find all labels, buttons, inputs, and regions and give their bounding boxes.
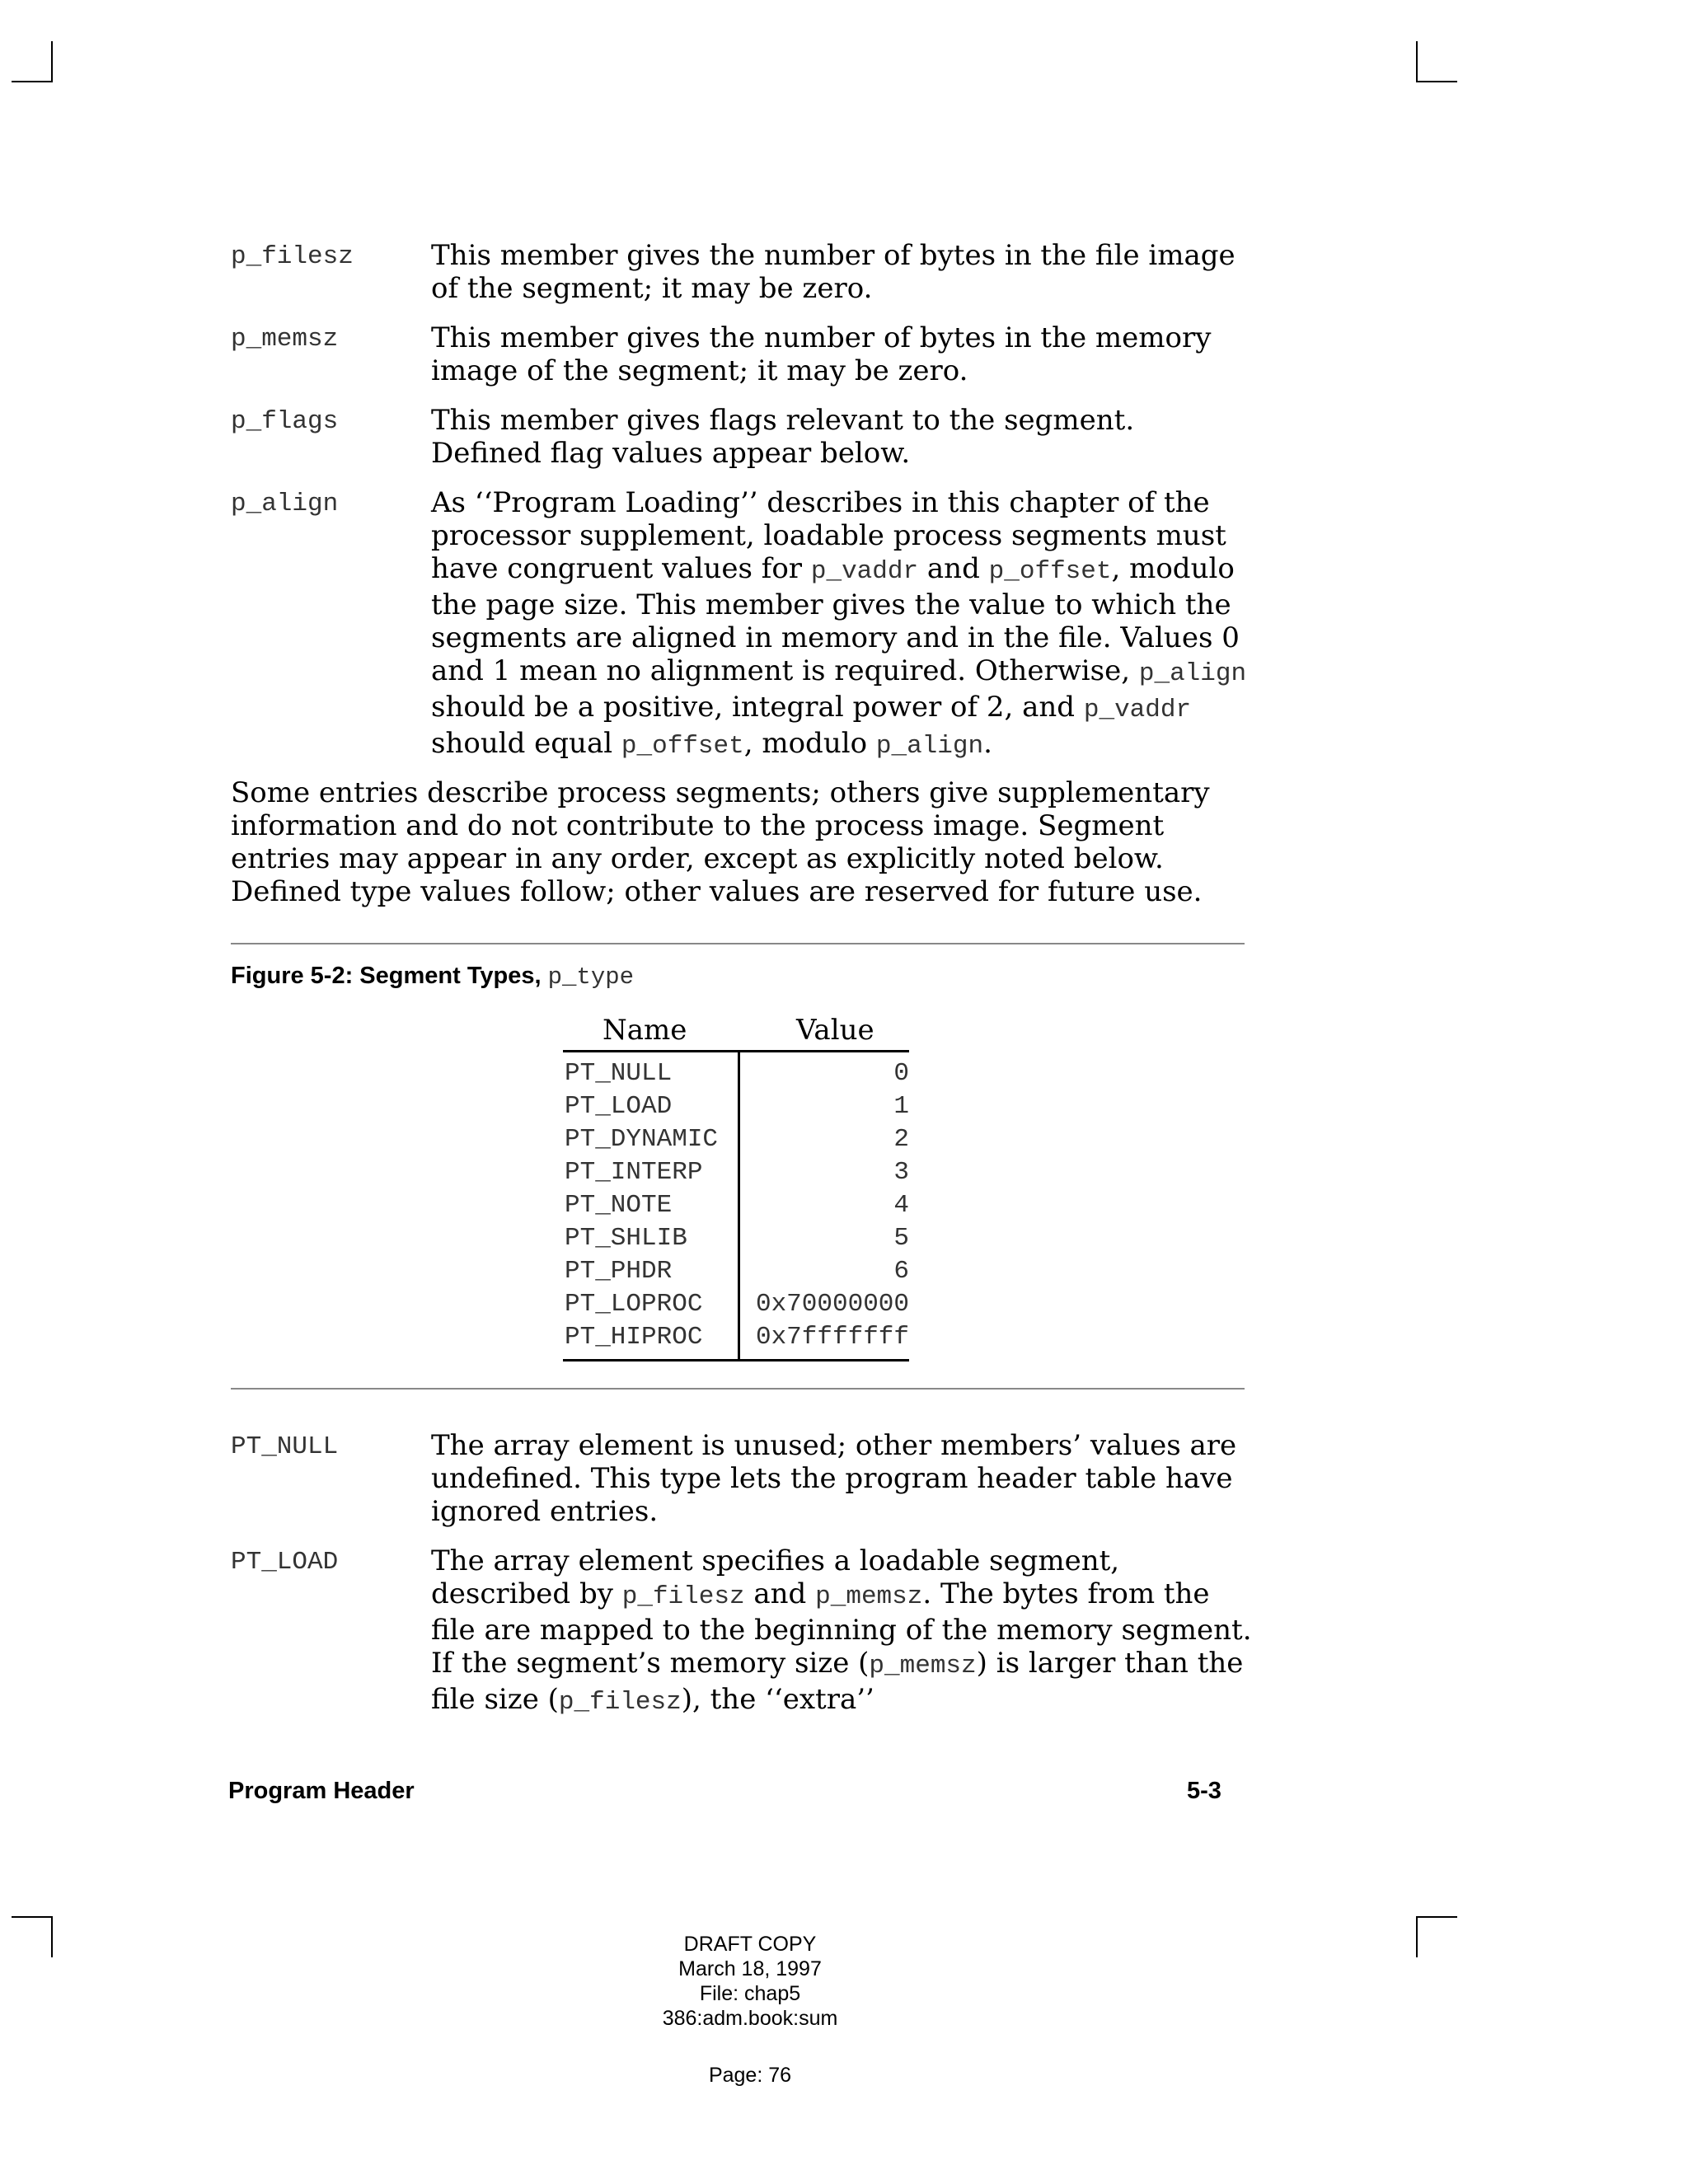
definition-member	[231, 239, 1253, 305]
figure-bottom-rule	[231, 1388, 1245, 1390]
definition-term: p_flags	[231, 407, 339, 436]
crop-mark-top-left	[12, 41, 53, 82]
definition-description	[431, 1544, 1253, 1719]
segment-type-name: PT_HIPROC	[565, 1323, 703, 1352]
inline-code: p_filesz	[621, 1582, 745, 1611]
inline-code: p_filesz	[558, 1688, 682, 1717]
segment-type-value: 2	[893, 1125, 909, 1154]
text-run: This member gives flags relevant to the segment. Defined flag values appear below.	[431, 404, 1135, 470]
text-run: This member gives the number of bytes in the file image of the segment; it may be zero.	[431, 239, 1236, 305]
segment-type-name: PT_LOPROC	[565, 1290, 703, 1319]
segment-type-name: PT_PHDR	[565, 1257, 673, 1286]
text-run: The array element specifies a loadable segment, described by	[431, 1544, 1120, 1610]
text-run: , modulo	[743, 727, 876, 760]
table-row	[563, 1319, 909, 1352]
table-row	[563, 1254, 909, 1286]
table-row	[563, 1155, 909, 1188]
segment-type-name: PT_NULL	[565, 1059, 673, 1088]
member-definitions	[231, 239, 1253, 780]
text-run: This member gives the number of bytes in the memory image of the segment; it may be zero.	[431, 321, 1212, 387]
text-run: .	[983, 727, 992, 760]
text-run: The array element is unused; other members’ values are undefined. This type lets the program header table have ignored entries.	[431, 1429, 1237, 1528]
definition-type	[231, 1544, 1253, 1719]
figure-title-code: p_type	[547, 963, 635, 991]
table-row	[563, 1221, 909, 1254]
table-body	[563, 1052, 909, 1361]
text-run: ), the ‘‘extra’’	[681, 1683, 874, 1716]
definition-term: p_filesz	[231, 242, 354, 271]
draft-label: DRAFT COPY	[683, 1933, 817, 1956]
definition-member	[231, 404, 1253, 470]
table-row	[563, 1286, 909, 1319]
inline-code: p_vaddr	[1083, 696, 1192, 724]
segment-type-name: PT_NOTE	[565, 1191, 673, 1220]
crop-mark-bottom-left	[12, 1916, 53, 1957]
segment-type-value: 6	[893, 1257, 909, 1286]
definition-term: PT_NULL	[231, 1432, 339, 1461]
text-run: should equal	[431, 727, 621, 760]
text-run: and	[744, 1577, 816, 1610]
segment-type-value: 1	[893, 1092, 909, 1121]
definition-term: p_align	[231, 490, 339, 518]
segment-type-value: 3	[893, 1158, 909, 1187]
table-row	[563, 1188, 909, 1221]
text-run: ) is larger than the file size (	[431, 1647, 1244, 1716]
definition-description	[431, 321, 1253, 387]
segment-type-name: PT_DYNAMIC	[565, 1125, 719, 1154]
footer-section-title: Program Header	[228, 1778, 415, 1804]
inline-code: p_vaddr	[810, 557, 919, 586]
segment-type-name: PT_INTERP	[565, 1158, 703, 1187]
definition-description	[431, 404, 1253, 470]
text-run: and	[918, 552, 989, 585]
definition-type	[231, 1429, 1253, 1528]
figure-title	[231, 963, 634, 991]
crop-mark-bottom-right	[1416, 1916, 1457, 1957]
segment-type-value: 4	[893, 1191, 909, 1220]
definition-term: PT_LOAD	[231, 1548, 339, 1577]
text-run: . The bytes from the file are mapped to the beginning of the memory segment. If the segment’s memory size (	[431, 1577, 1252, 1680]
definition-description	[431, 1429, 1253, 1528]
definition-member	[231, 486, 1253, 763]
segment-type-name: PT_LOAD	[565, 1092, 673, 1121]
body-paragraph: Some entries describe process segments; others give supplementary information and do not contribute to the process image. Segment entries may appear in any order, except as explicitly noted below. Defined type values follow; other values are reserved for future use.	[231, 776, 1210, 908]
inline-code: p_offset	[988, 557, 1112, 586]
figure-title-text: Figure 5-2: Segment Types,	[231, 963, 542, 989]
segment-type-value: 0x7fffffff	[755, 1323, 909, 1352]
definition-description	[431, 486, 1253, 763]
page-counter: Page: 76	[708, 2064, 792, 2087]
segment-type-value: 0	[893, 1059, 909, 1088]
table-row	[563, 1122, 909, 1155]
table-header	[563, 1010, 909, 1052]
draft-info	[602, 1932, 898, 2031]
column-header-name: Name	[603, 1014, 687, 1047]
text-run: As ‘‘Program Loading’’ describes in this chapter of the processor supplement, loadable process segments must have congruent values for	[431, 486, 1226, 585]
definition-description	[431, 239, 1253, 305]
inline-code: p_align	[875, 732, 984, 761]
draft-date: March 18, 1997	[678, 1957, 822, 1980]
text-run: should be a positive, integral power of 2, and	[431, 691, 1084, 724]
text-run: , modulo the page size. This member gives the value to which the segments are aligned in memory and in the file. Values 0 and 1 mean no alignment is required. Otherwise,	[431, 552, 1240, 687]
draft-file: File: chap5	[699, 1982, 801, 2005]
inline-code: p_align	[1138, 659, 1247, 688]
footer-page-number: 5-3	[1187, 1778, 1221, 1804]
inline-code: p_offset	[621, 732, 744, 761]
segment-type-value: 5	[893, 1224, 909, 1253]
segment-type-value: 0x70000000	[755, 1290, 909, 1319]
definition-member	[231, 321, 1253, 387]
draft-book: 386:adm.book:sum	[662, 2007, 838, 2030]
type-definitions	[231, 1429, 1253, 1736]
inline-code: p_memsz	[815, 1582, 923, 1611]
definition-term: p_memsz	[231, 325, 339, 354]
segment-types-table	[563, 1010, 909, 1361]
crop-mark-top-right	[1416, 41, 1457, 82]
inline-code: p_memsz	[869, 1652, 977, 1680]
column-header-value: Value	[796, 1014, 874, 1047]
segment-type-name: PT_SHLIB	[565, 1224, 687, 1253]
figure-top-rule	[231, 943, 1245, 944]
table-row	[563, 1089, 909, 1122]
table-row	[563, 1056, 909, 1089]
